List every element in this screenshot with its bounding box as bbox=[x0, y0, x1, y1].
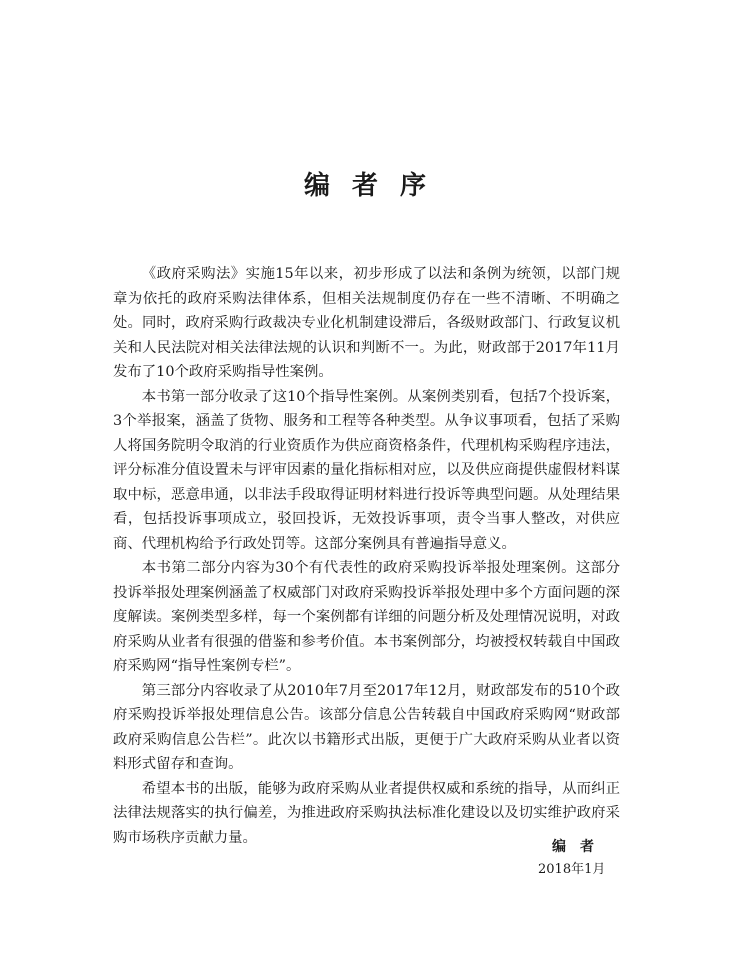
paragraph-1: 《政府采购法》实施15年以来，初步形成了以法和条例为统领，以部门规章为依托的政府采购法律体系，但相关法规制度仍存在一些不清晰、不明确之处。同时，政府采购行政裁决专业化机制建设滞后，各级财政部门、行政复议机关和人民法院对相关法律法规的认识和判断不一。为此，财政部于2017年11月发布了10个政府采购指导性案例。 bbox=[113, 266, 620, 380]
signature-date: 2018年1月 bbox=[538, 862, 606, 877]
paragraph-5: 希望本书的出版，能够为政府采购从业者提供权威和系统的指导，从而纠正法律法规落实的执行偏差，为推进政府采购执法标准化建设以及切实维护政府采购市场秩序贡献力量。 bbox=[113, 780, 620, 846]
paragraph-2: 本书第一部分收录了这10个指导性案例。从案例类别看，包括7个投诉案，3个举报案，涵盖了货物、服务和工程等各种类型。从争议事项看，包括了采购人将国务院明令取消的行业资质作为供应商资格条件，代理机构采购程序违法，评分标准分值设置未与评审因素的量化指标相对应，以及供应商提供虚假材料谋取中标，恶意串通，以非法手段取得证明材料进行投诉等典型问题。从处理结果看，包括投诉事项成立，驳回投诉，无效投诉事项，责令当事人整改，对供应商、代理机构给予行政处罚等。这部分案例具有普遍指导意义。 bbox=[113, 388, 620, 552]
paragraph-3: 本书第二部分内容为30个有代表性的政府采购投诉举报处理案例。这部分投诉举报处理案例涵盖了权威部门对政府采购投诉举报处理中多个方面问题的深度解读。案例类型多样，每一个案例都有详细的问题分析及处理情况说明，对政府采购从业者有很强的借鉴和参考价值。本书案例部分，均被授权转载自中国政府采购网“指导性案例专栏”。 bbox=[113, 560, 620, 674]
preface-body bbox=[113, 262, 620, 850]
paragraph-4: 第三部分内容收录了从2010年7月至2017年12月，财政部发布的510个政府采购投诉举报处理信息公告。该部分信息公告转载自中国政府采购网“财政部政府采购信息公告栏”。此次以书籍形式出版，更便于广大政府采购从业者以资料形式留存和查询。 bbox=[113, 682, 620, 772]
signature: 编者 bbox=[552, 839, 608, 855]
page-title: 编者序 bbox=[303, 171, 448, 201]
